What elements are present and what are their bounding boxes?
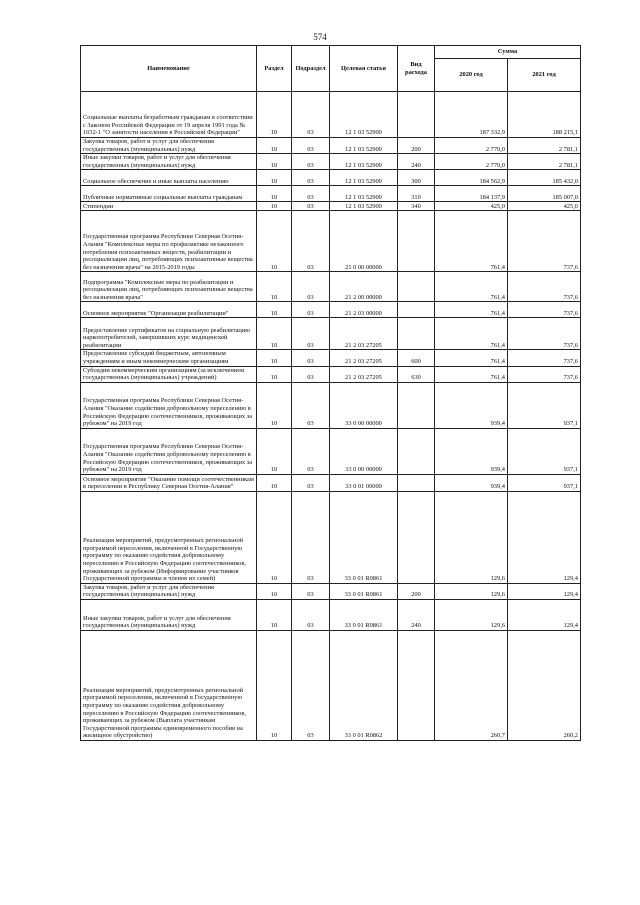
row-name: Социальное обеспечение и иные выплаты населению [81, 170, 257, 186]
row-name: Субсидии некоммерческим организациям (за исключением государственных (муниципальных) учреждений) [81, 366, 257, 382]
row-expense-type [398, 630, 435, 740]
row-subsection: 03 [292, 350, 330, 366]
row-target-article: 33 0 01 R0861 [330, 491, 398, 583]
row-sum-2021: 185 007,0 [508, 186, 581, 202]
table-row [81, 630, 581, 740]
table-row [81, 202, 581, 211]
row-target-article: 33 0 01 00000 [330, 474, 398, 491]
row-section: 10 [257, 170, 292, 186]
row-name: Предоставление субсидий бюджетным, автономным учреждениям и иным некоммерческим организациям [81, 350, 257, 366]
row-sum-2020: 761,4 [435, 366, 508, 382]
row-sum-2021: 129,4 [508, 583, 581, 599]
row-subsection: 03 [292, 366, 330, 382]
row-section: 10 [257, 599, 292, 630]
row-target-article: 21 2 00 00000 [330, 272, 398, 302]
row-subsection: 03 [292, 138, 330, 154]
row-sum-2020: 187 332,9 [435, 92, 508, 138]
row-sum-2021: 737,6 [508, 350, 581, 366]
row-expense-type [398, 382, 435, 428]
table-row [81, 170, 581, 186]
row-sum-2020: 761,4 [435, 272, 508, 302]
row-name: Основное мероприятие "Организация реабилитации" [81, 302, 257, 318]
row-expense-type [398, 302, 435, 318]
row-name: Реализация мероприятий, предусмотренных региональной программой переселения, включенной в Государственную программу по оказанию содействия добровольному переселению в Российскую Федерацию соотечественников, проживающих за рубежом (Информирование участников Государственной программы и членов их семей) [81, 491, 257, 583]
header-name: Наименование [81, 46, 257, 92]
row-subsection: 03 [292, 630, 330, 740]
row-name: Государственная программа Республики Северная Осетия-Алания "Оказание содействия добровольному переселению в Российскую Федерацию соотечественников, проживающих за рубежом" на 2019 год [81, 428, 257, 474]
row-expense-type [398, 474, 435, 491]
row-expense-type: 630 [398, 366, 435, 382]
table-row [81, 382, 581, 428]
row-section: 10 [257, 302, 292, 318]
row-target-article: 12 1 03 52900 [330, 170, 398, 186]
row-sum-2020: 939,4 [435, 382, 508, 428]
row-section: 10 [257, 474, 292, 491]
row-expense-type: 200 [398, 583, 435, 599]
row-sum-2021: 937,1 [508, 428, 581, 474]
row-target-article: 12 1 03 52900 [330, 138, 398, 154]
row-subsection: 03 [292, 491, 330, 583]
row-sum-2020: 184 562,9 [435, 170, 508, 186]
row-section: 10 [257, 350, 292, 366]
row-sum-2020: 761,4 [435, 211, 508, 272]
table-row [81, 599, 581, 630]
row-expense-type: 600 [398, 350, 435, 366]
row-subsection: 03 [292, 92, 330, 138]
row-sum-2020: 939,4 [435, 474, 508, 491]
row-sum-2021: 2 781,1 [508, 138, 581, 154]
row-sum-2020: 184 137,9 [435, 186, 508, 202]
row-target-article: 33 0 01 R0861 [330, 583, 398, 599]
row-section: 10 [257, 382, 292, 428]
row-subsection: 03 [292, 474, 330, 491]
row-expense-type: 310 [398, 186, 435, 202]
row-subsection: 03 [292, 202, 330, 211]
row-sum-2020: 129,6 [435, 599, 508, 630]
row-sum-2021: 737,6 [508, 366, 581, 382]
row-target-article: 21 0 00 00000 [330, 211, 398, 272]
row-target-article: 33 0 01 R0861 [330, 599, 398, 630]
row-expense-type: 200 [398, 138, 435, 154]
row-name: Предоставление сертификатов на социальную реабилитацию наркопотребителей, завершивших курс медицинской реабилитации [81, 318, 257, 350]
row-subsection: 03 [292, 382, 330, 428]
header-subsection: Подраздел [292, 46, 330, 92]
row-expense-type [398, 318, 435, 350]
row-name: Закупка товаров, работ и услуг для обеспечения государственных (муниципальных) нужд [81, 583, 257, 599]
row-target-article: 33 0 00 00000 [330, 382, 398, 428]
row-sum-2020: 260,7 [435, 630, 508, 740]
row-sum-2021: 2 781,1 [508, 154, 581, 170]
header-year-2021: 2021 год [508, 59, 581, 92]
row-sum-2021: 937,1 [508, 382, 581, 428]
row-sum-2021: 737,6 [508, 318, 581, 350]
row-target-article: 12 1 03 52900 [330, 154, 398, 170]
row-sum-2021: 185 432,0 [508, 170, 581, 186]
row-sum-2021: 188 215,1 [508, 92, 581, 138]
table-row [81, 302, 581, 318]
row-sum-2020: 761,4 [435, 350, 508, 366]
row-sum-2021: 129,4 [508, 599, 581, 630]
row-subsection: 03 [292, 428, 330, 474]
row-name: Иные закупки товаров, работ и услуг для обеспечения государственных (муниципальных) нужд [81, 154, 257, 170]
row-subsection: 03 [292, 302, 330, 318]
header-target-article: Целевая статья [330, 46, 398, 92]
table-body [81, 92, 581, 741]
row-sum-2021: 937,1 [508, 474, 581, 491]
table-row [81, 186, 581, 202]
row-sum-2020: 425,0 [435, 202, 508, 211]
row-name: Подпрограмма "Комплексные меры по реабилитации и ресоциализации лиц, потребляющих психоактивные вещества без назначения врача" [81, 272, 257, 302]
row-name: Закупка товаров, работ и услуг для обеспечения государственных (муниципальных) нужд [81, 138, 257, 154]
row-name: Стипендии [81, 202, 257, 211]
row-target-article: 21 2 03 27205 [330, 350, 398, 366]
row-section: 10 [257, 318, 292, 350]
row-sum-2020: 2 770,0 [435, 154, 508, 170]
row-target-article: 12 1 03 52900 [330, 92, 398, 138]
row-section: 10 [257, 186, 292, 202]
row-sum-2020: 2 770,0 [435, 138, 508, 154]
row-expense-type [398, 92, 435, 138]
row-section: 10 [257, 202, 292, 211]
row-sum-2021: 737,6 [508, 272, 581, 302]
header-section: Раздел [257, 46, 292, 92]
header-year-2020: 2020 год [435, 59, 508, 92]
row-name: Социальные выплаты безработным гражданам в соответствии с Законом Российской Федерации от 19 апреля 1991 года № 1032-1 "О занятости населения в Российской Федерации" [81, 92, 257, 138]
table-row [81, 154, 581, 170]
row-section: 10 [257, 154, 292, 170]
row-subsection: 03 [292, 272, 330, 302]
row-section: 10 [257, 211, 292, 272]
row-subsection: 03 [292, 170, 330, 186]
row-section: 10 [257, 583, 292, 599]
row-target-article: 21 2 03 27205 [330, 318, 398, 350]
row-section: 10 [257, 630, 292, 740]
table-row [81, 474, 581, 491]
row-section: 10 [257, 428, 292, 474]
row-section: 10 [257, 272, 292, 302]
table-row [81, 366, 581, 382]
row-name: Государственная программа Республики Северная Осетия-Алания "Оказание содействия добровольному переселению в Российскую Федерацию соотечественников, проживающих за рубежом" на 2019 год [81, 382, 257, 428]
row-section: 10 [257, 138, 292, 154]
row-target-article: 12 1 03 52900 [330, 186, 398, 202]
header-expense-type: Вид расхода [398, 46, 435, 92]
row-sum-2021: 129,4 [508, 491, 581, 583]
table-row [81, 272, 581, 302]
row-subsection: 03 [292, 599, 330, 630]
row-sum-2021: 737,6 [508, 211, 581, 272]
row-target-article: 12 1 03 52900 [330, 202, 398, 211]
row-expense-type: 340 [398, 202, 435, 211]
row-target-article: 33 0 01 R0862 [330, 630, 398, 740]
row-name: Основное мероприятие "Оказание помощи соотечественникам в переселении в Республику Северная Осетия-Алания" [81, 474, 257, 491]
table-row [81, 318, 581, 350]
row-target-article: 21 2 03 27205 [330, 366, 398, 382]
row-name: Государственная программа Республики Северная Осетия-Алания "Комплексные меры по профилактике незаконного потребления психоактивных веществ, реабилитации и ресоциализации лиц, потребляющих психоактивные вещества без назначения врача" на 2015-2019 годы [81, 211, 257, 272]
table-row [81, 138, 581, 154]
header-sum: Сумма [435, 46, 581, 59]
row-expense-type: 240 [398, 599, 435, 630]
row-expense-type [398, 211, 435, 272]
row-section: 10 [257, 92, 292, 138]
row-sum-2021: 425,0 [508, 202, 581, 211]
row-expense-type: 300 [398, 170, 435, 186]
table-row [81, 583, 581, 599]
row-subsection: 03 [292, 318, 330, 350]
row-sum-2020: 939,4 [435, 428, 508, 474]
row-expense-type [398, 491, 435, 583]
table-row [81, 92, 581, 138]
row-expense-type [398, 272, 435, 302]
row-expense-type: 240 [398, 154, 435, 170]
row-name: Публичные нормативные социальные выплаты гражданам [81, 186, 257, 202]
row-expense-type [398, 428, 435, 474]
page-number: 574 [313, 32, 327, 42]
row-target-article: 33 0 00 00000 [330, 428, 398, 474]
row-subsection: 03 [292, 211, 330, 272]
row-subsection: 03 [292, 186, 330, 202]
table-row [81, 491, 581, 583]
row-name: Иные закупки товаров, работ и услуг для обеспечения государственных (муниципальных) нужд [81, 599, 257, 630]
row-sum-2021: 737,6 [508, 302, 581, 318]
row-sum-2020: 129,6 [435, 583, 508, 599]
budget-table [80, 45, 581, 741]
table-row [81, 211, 581, 272]
row-sum-2021: 260,2 [508, 630, 581, 740]
row-subsection: 03 [292, 154, 330, 170]
row-name: Реализация мероприятий, предусмотренных региональной программой переселения, включенной в Государственную программу по оказанию содействия добровольному переселению в Российскую Федерацию соотечественников, проживающих за рубежом (Выплата участникам Государственной программы единовременного пособия на жилищное обустройство) [81, 630, 257, 740]
row-subsection: 03 [292, 583, 330, 599]
row-sum-2020: 761,4 [435, 318, 508, 350]
row-section: 10 [257, 491, 292, 583]
table-row [81, 428, 581, 474]
row-sum-2020: 761,4 [435, 302, 508, 318]
row-target-article: 21 2 03 00000 [330, 302, 398, 318]
table-row [81, 350, 581, 366]
row-sum-2020: 129,6 [435, 491, 508, 583]
row-section: 10 [257, 366, 292, 382]
